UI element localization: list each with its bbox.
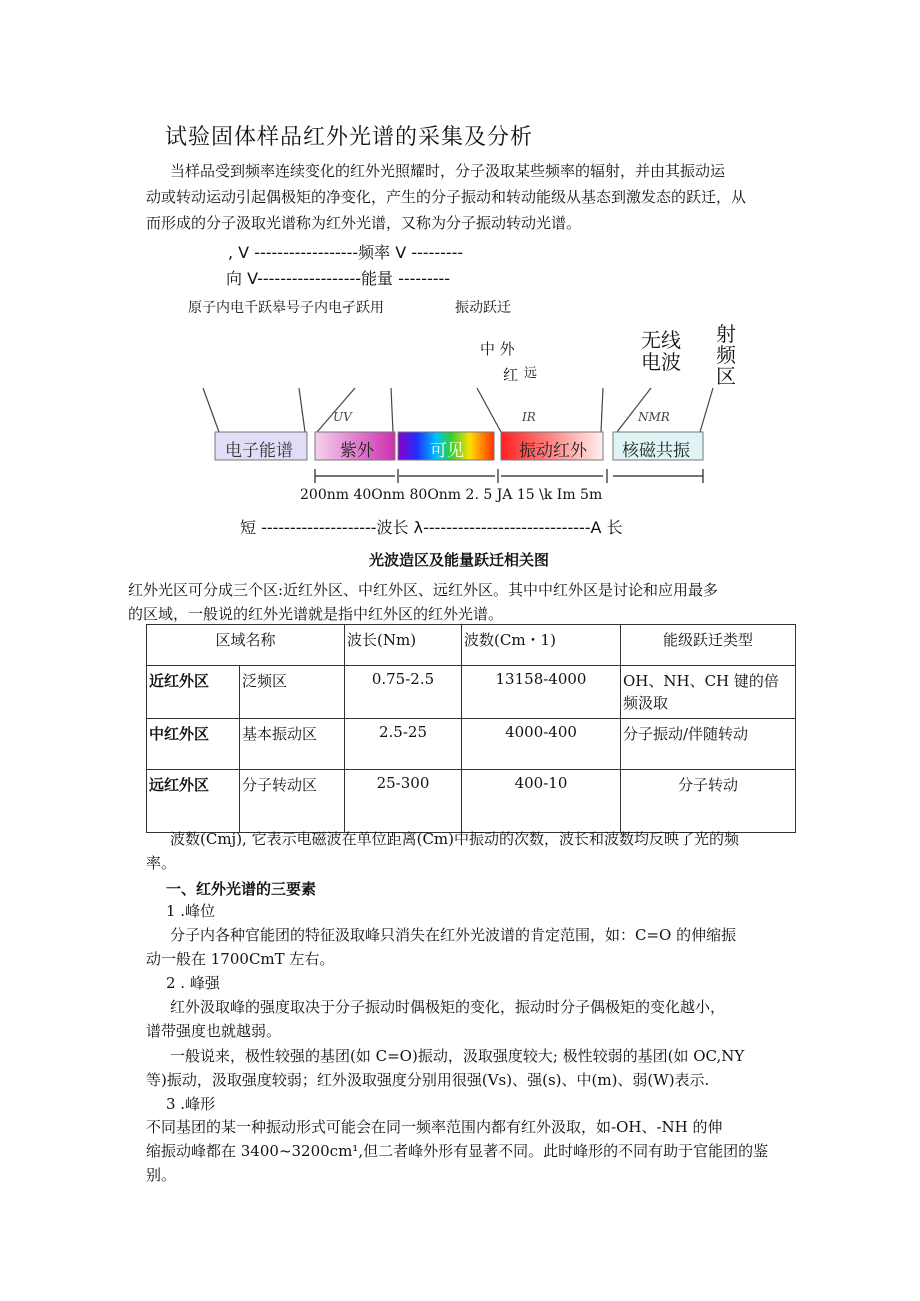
item2-extra-line-2: 等)振动，汲取强度较弱；红外汲取强度分别用很强(Vs)、强(s)、中(m)、弱(W)表示.: [146, 1071, 710, 1089]
item2-title: 2 . 峰强: [166, 974, 220, 992]
table-cell: 泛频区: [240, 666, 345, 719]
table-header-row: [147, 625, 796, 666]
rf-region-label-2: 频: [716, 343, 736, 367]
wavelength-tick-labels: 200nm 40Onm 80Onm 2. 5 JA 15 \k Im 5m: [300, 487, 603, 503]
regions-intro-line-2: 的区域，一般说的红外光谱就是指中红外区的红外光谱。: [128, 605, 504, 623]
table-cell: 0.75-2.5: [345, 666, 462, 719]
wavenumber-note-line-1: 波数(Cmj), 它表示电磁波在单位距离(Cm)中振动的次数，波长和波数均反映了光的频: [170, 830, 739, 848]
item1-title: 1 .峰位: [166, 902, 216, 920]
wavenumber-note-line-2: 率。: [146, 854, 177, 872]
energy-line: 向 V------------------能量 ---------: [226, 269, 451, 288]
table-cell: 4000-400: [462, 719, 621, 770]
item3-line-2: 缩振动峰都在 3400~3200cm¹,但二者峰外形有显著不同。此时峰形的不同有助于官能团的鉴: [146, 1142, 769, 1160]
item2-line-2: 谱带强度也就越弱。: [146, 1022, 282, 1040]
table-cell: 分子振动/伴随转动: [621, 719, 796, 770]
table-cell: 分子转动: [621, 770, 796, 833]
wavelength-ticks-axis: [315, 469, 703, 483]
page-title: 试验固体样品红外光谱的采集及分析: [165, 125, 534, 150]
table-cell: 2.5-25: [345, 719, 462, 770]
item2-line-1: 红外汲取峰的强度取决于分子振动时偶极矩的变化，振动时分子偶极矩的变化越小，: [170, 998, 726, 1016]
item2-extra-line-1: 一般说来，极性较强的基团(如 C=O)振动，汲取强度较大; 极性较弱的基团(如 OC,NY: [170, 1047, 745, 1065]
ir-hong-label: 红: [503, 366, 519, 384]
table-cell: 近红外区: [147, 666, 240, 719]
table-cell: 远红外区: [147, 770, 240, 833]
item3-line-3: 别。: [146, 1166, 177, 1184]
table-cell: 400-10: [462, 770, 621, 833]
table-header-cell: 波长(Nm): [345, 625, 462, 666]
ir-regions-table: [146, 624, 796, 833]
intro-line-3: 而形成的分子汲取光谱称为红外光谱，又称为分子振动转动光谱。: [146, 214, 582, 232]
table-header-cell: 波数(Cm・1): [462, 625, 621, 666]
band-nmr-label: 核磁共振: [622, 441, 690, 461]
table-cell: 13158-4000: [462, 666, 621, 719]
mid-ir-label: 中 外: [480, 340, 515, 358]
table-cell: 分子转动区: [240, 770, 345, 833]
item1-line-1: 分子内各种官能团的特征汲取峰只消失在红外光波谱的肯定范围，如：C=O 的伸缩振: [170, 926, 737, 944]
band-visible-label: 可见: [430, 441, 464, 461]
table-header-cell: 能级跃迁类型: [621, 625, 796, 666]
table-row: [147, 770, 796, 833]
band-uv-label: 紫外: [340, 441, 374, 461]
funnel-lines: [203, 388, 713, 432]
table-cell: OH、NH、CH 键的倍频汲取: [621, 666, 796, 719]
table-cell: 25-300: [345, 770, 462, 833]
table-row: [147, 666, 796, 719]
table-cell: 中红外区: [147, 719, 240, 770]
band-uv-tag: UV: [333, 410, 352, 424]
table-cell: 基本振动区: [240, 719, 345, 770]
electronic-transition-label: 原子内电千跃皋号子内电孑跃用: [188, 300, 384, 316]
item1-line-2: 动一般在 1700CmT 左右。: [146, 950, 335, 968]
regions-intro-line-1: 红外光区可分成三个区:近红外区、中红外区、远红外区。其中中红外区是讨论和应用最多: [128, 581, 719, 599]
band-electron-label: 电子能谱: [225, 441, 293, 461]
item3-title: 3 .峰形: [166, 1095, 216, 1113]
wavelength-axis: 短 --------------------波长 λ-----------------------------A 长: [240, 518, 623, 537]
table-header-cell: 区域名称: [147, 625, 345, 666]
table-row: [147, 719, 796, 770]
figure-caption: 光波造区及能量跃迁相关图: [369, 551, 550, 569]
rf-region-label-1: 射: [716, 322, 736, 346]
intro-line-2: 动或转动运动引起偶极矩的净变化，产生的分子振动和转动能级从基态到激发态的跃迁，从: [146, 188, 747, 206]
section-heading: 一、红外光谱的三要素: [166, 880, 317, 898]
far-ir-label: 远: [524, 366, 538, 381]
frequency-line: , V ------------------频率 V ---------: [228, 243, 464, 262]
radio-wave-label-1: 无线: [641, 328, 681, 352]
item3-line-1: 不同基团的某一种振动形式可能会在同一频率范围内都有红外汲取，如-OH、-NH 的伸: [146, 1118, 723, 1136]
intro-line-1: 当样品受到频率连续变化的红外光照耀时，分子汲取某些频率的辐射，并由其振动运: [170, 162, 726, 180]
band-ir-tag: IR: [522, 410, 536, 424]
rf-region-label-3: 区: [716, 364, 736, 388]
band-ir-label: 振动红外: [519, 441, 587, 461]
radio-wave-label-2: 电波: [641, 350, 681, 374]
vibration-transition-label: 振动跃迁: [455, 300, 511, 316]
band-nmr-tag: NMR: [638, 410, 670, 424]
